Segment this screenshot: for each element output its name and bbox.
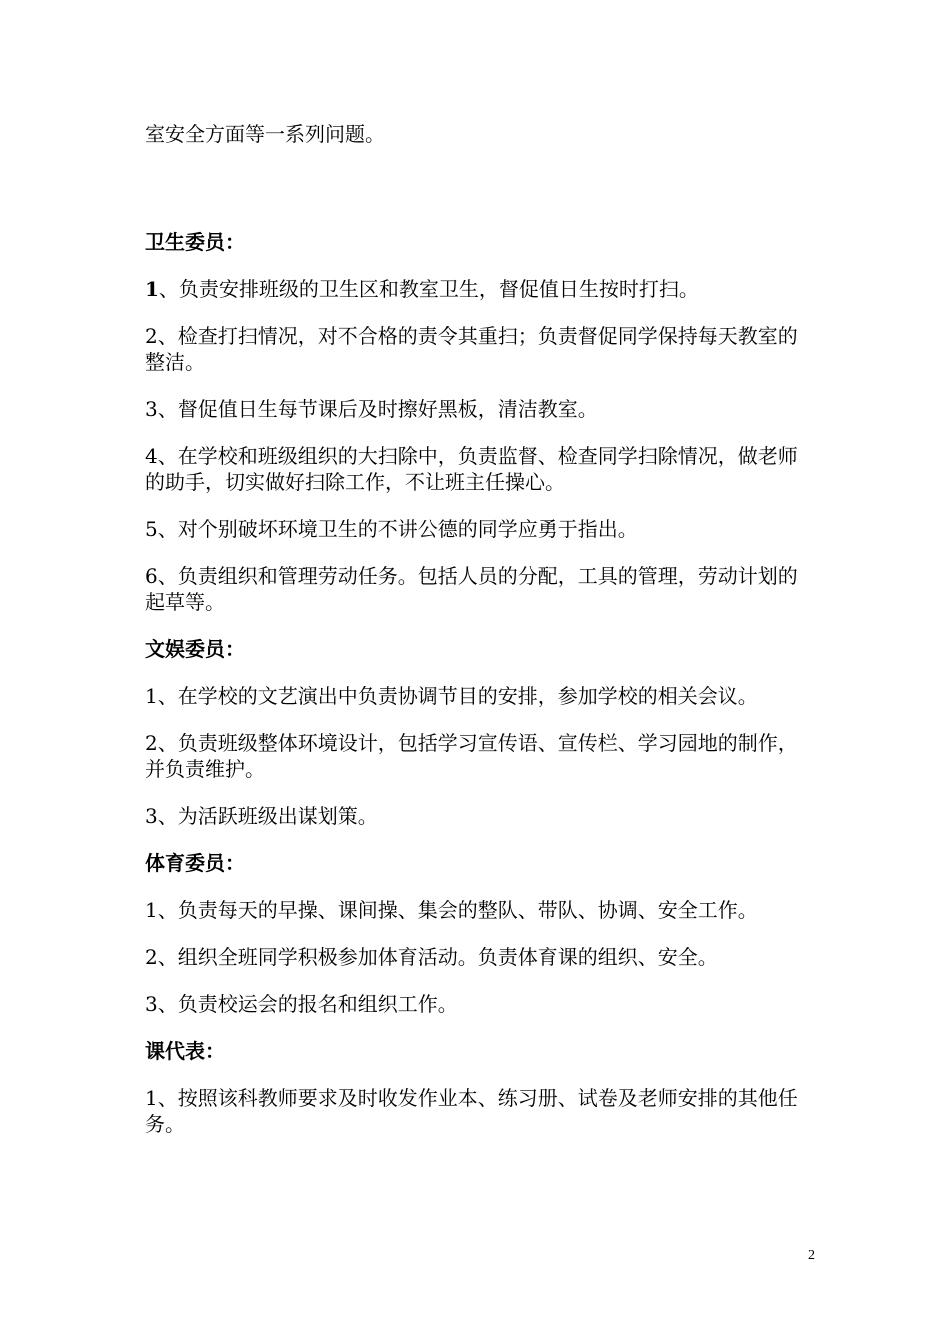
- section-heading-hygiene: 卫生委员：: [145, 230, 245, 254]
- entertainment-item-1: [145, 683, 813, 709]
- hygiene-item-6: [145, 563, 813, 615]
- item-text: 、负责安排班级的卫生区和教室卫生，督促值日生按时打扫。: [158, 277, 699, 301]
- item-text: 、在学校和班级组织的大扫除中，负责监督、检查同学扫除情况，做老师的助手，切实做好扫除工作，不让班主任操心。: [145, 444, 798, 494]
- item-text: 、为活跃班级出谋划策。: [157, 804, 378, 828]
- hygiene-item-4: [145, 443, 813, 495]
- item-number: 3: [145, 804, 158, 828]
- item-number: 4: [145, 444, 158, 468]
- page-number: 2: [808, 1248, 815, 1263]
- hygiene-item-3: [145, 396, 813, 422]
- item-number: 3: [145, 397, 158, 421]
- item-text: 、督促值日生每节课后及时擦好黑板，清洁教室。: [157, 397, 598, 421]
- item-number: 1: [145, 898, 158, 922]
- sports-item-1: [145, 897, 813, 923]
- section-heading-course-rep: 课代表：: [145, 1039, 225, 1063]
- item-text: 、组织全班同学积极参加体育活动。负责体育课的组织、安全。: [157, 945, 718, 969]
- item-text: 、在学校的文艺演出中负责协调节目的安排，参加学校的相关会议。: [157, 684, 758, 708]
- entertainment-item-3: [145, 803, 813, 829]
- page-content: [145, 121, 813, 1137]
- item-number: 3: [145, 992, 158, 1016]
- item-number: 2: [145, 945, 158, 969]
- sports-item-2: [145, 944, 813, 970]
- item-text: 、负责每天的早操、课间操、集会的整队、带队、协调、安全工作。: [157, 898, 758, 922]
- item-text: 、负责班级整体环境设计，包括学习宣传语、宣传栏、学习园地的制作，并负责维护。: [145, 731, 798, 781]
- item-number: 2: [145, 731, 158, 755]
- hygiene-item-5: [145, 516, 813, 542]
- item-text: 、检查打扫情况，对不合格的责令其重扫；负责督促同学保持每天教室的整洁。: [145, 324, 798, 374]
- item-number: 5: [145, 517, 158, 541]
- entertainment-item-2: [145, 730, 813, 782]
- item-number: 6: [145, 564, 158, 588]
- sports-item-3: [145, 991, 813, 1017]
- continuation-paragraph: 室安全方面等一系列问题。: [145, 122, 385, 146]
- section-heading-entertainment: 文娱委员：: [145, 637, 245, 661]
- item-text: 、对个别破坏环境卫生的不讲公德的同学应勇于指出。: [157, 517, 638, 541]
- hygiene-item-1: [145, 276, 813, 302]
- item-text: 、负责组织和管理劳动任务。包括人员的分配，工具的管理，劳动计划的起草等。: [145, 564, 798, 614]
- item-number: 1: [145, 1086, 158, 1110]
- item-text: 、负责校运会的报名和组织工作。: [157, 992, 458, 1016]
- item-number: 1: [145, 684, 158, 708]
- course-rep-item-1: [145, 1085, 813, 1137]
- item-number: 1: [145, 277, 159, 301]
- hygiene-item-2: [145, 323, 813, 375]
- item-text: 、按照该科教师要求及时收发作业本、练习册、试卷及老师安排的其他任务。: [145, 1086, 798, 1136]
- section-heading-sports: 体育委员：: [145, 851, 245, 875]
- item-number: 2: [145, 324, 158, 348]
